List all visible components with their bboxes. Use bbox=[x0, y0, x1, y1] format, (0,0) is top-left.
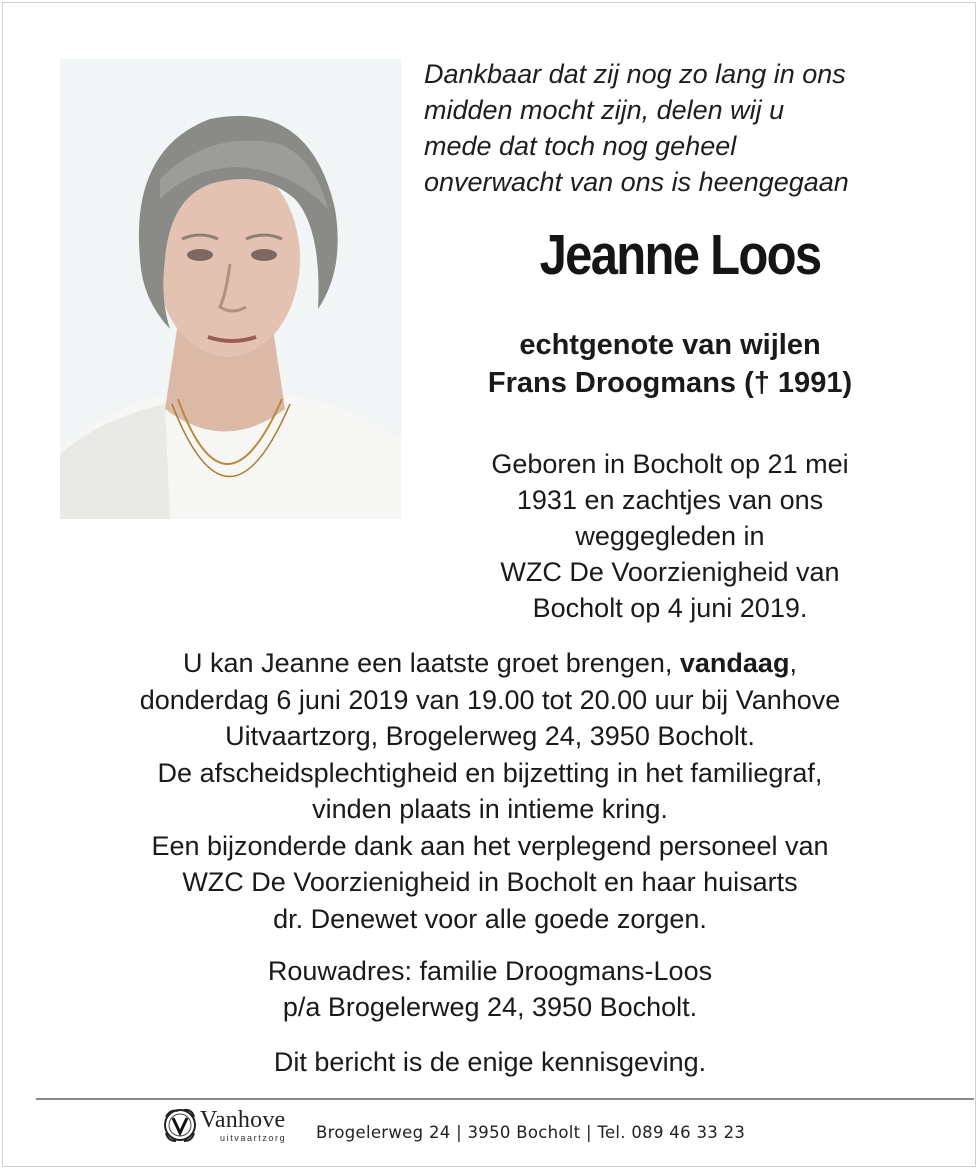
address-line: Rouwadres: familie Droogmans-Loos bbox=[267, 956, 713, 986]
birth-death-text bbox=[420, 446, 920, 626]
born-line: weggegleden in bbox=[575, 521, 765, 551]
body-line: donderdag 6 juni 2019 van 19.00 tot 20.00 uur bij Vanhove bbox=[139, 684, 841, 715]
body-line: WZC De Voorzienigheid in Bocholt en haar huisarts bbox=[182, 867, 798, 897]
logo-name: Vanhove bbox=[200, 1107, 286, 1133]
vanhove-logo-icon bbox=[160, 1105, 200, 1145]
notice-text: Dit bericht is de enige kennisgeving. bbox=[273, 1047, 707, 1077]
intro-line: Dankbaar dat zij nog zo lang in ons bbox=[424, 59, 846, 89]
body-line: vinden plaats in intieme kring. bbox=[312, 794, 668, 824]
logo-subtitle: uitvaartzorg bbox=[220, 1133, 287, 1143]
intro-line: midden mocht zijn, delen wij u bbox=[424, 95, 785, 125]
vanhove-logo bbox=[160, 1103, 310, 1147]
spouse-text bbox=[420, 326, 920, 402]
born-line: Geboren in Bocholt op 21 mei bbox=[491, 449, 849, 479]
footer-contact: Brogelerweg 24 | 3950 Bocholt | Tel. 089 46 33 23 bbox=[316, 1123, 746, 1142]
born-line: WZC De Voorzienigheid van bbox=[500, 557, 840, 587]
body-line: Uitvaartzorg, Brogelerweg 24, 3950 Bocholt. bbox=[225, 721, 755, 751]
intro-text bbox=[424, 56, 944, 200]
body-line-first bbox=[40, 645, 940, 682]
body-text bbox=[40, 645, 940, 937]
spouse-line: echtgenote van wijlen bbox=[519, 329, 821, 361]
address-line: p/a Brogelerweg 24, 3950 Bocholt. bbox=[282, 992, 698, 1022]
body-line1-end: , bbox=[789, 648, 797, 678]
body-line1-bold: vandaag bbox=[679, 648, 790, 678]
mourning-address bbox=[40, 953, 940, 1025]
deceased-name: Jeanne Loos bbox=[539, 223, 821, 287]
body-line: De afscheidsplechtigheid en bijzetting in het familiegraf, bbox=[157, 757, 823, 788]
intro-line: onverwacht van ons is heengegaan bbox=[424, 167, 849, 197]
portrait-photo bbox=[60, 59, 401, 519]
intro-line: mede dat toch nog geheel bbox=[424, 131, 737, 161]
portrait-illustration bbox=[60, 59, 401, 519]
footer-divider bbox=[36, 1098, 974, 1100]
spouse-line: Frans Droogmans († 1991) bbox=[487, 367, 853, 399]
body-line: dr. Denewet voor alle goede zorgen. bbox=[273, 903, 707, 934]
born-line: Bocholt op 4 juni 2019. bbox=[532, 593, 808, 623]
body-line1-start: U kan Jeanne een laatste groet brengen, bbox=[183, 648, 680, 678]
born-line: 1931 en zachtjes van ons bbox=[516, 485, 824, 515]
body-line: Een bijzonderde dank aan het verplegend personeel van bbox=[151, 830, 829, 861]
